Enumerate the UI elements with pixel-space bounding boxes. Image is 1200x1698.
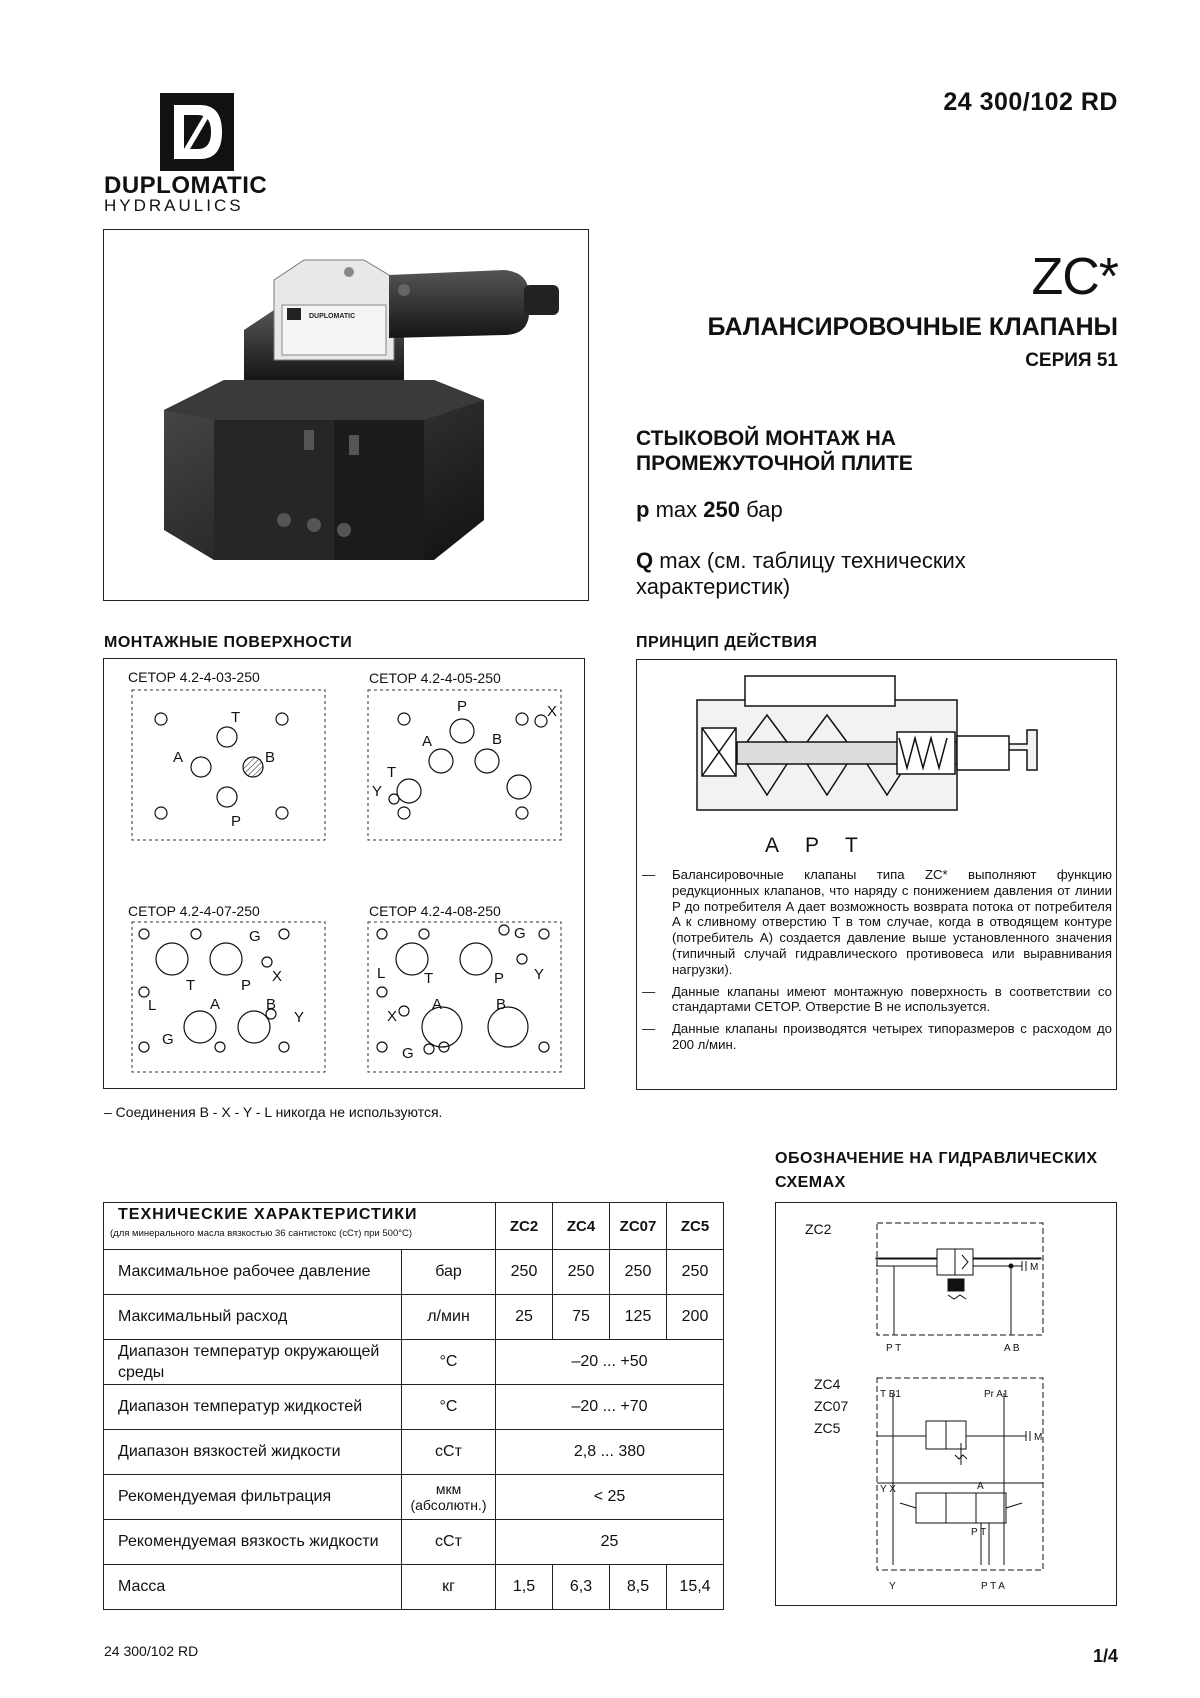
plate-label: DUPLOMATIC [309, 313, 356, 320]
table-row: Масса кг 1,5 6,3 8,5 15,4 [104, 1565, 724, 1610]
connections-note: – Соединения B - X - Y - L никогда не используются. [104, 1104, 443, 1120]
section-port-p: P [805, 834, 820, 857]
pmax-label: max [655, 497, 698, 522]
pmax-line [636, 497, 783, 523]
zc-large-bottom-y: Y [889, 1581, 896, 1592]
zc2-port-m: M [1030, 1262, 1039, 1273]
zc2-ports-pt: P T [886, 1343, 902, 1354]
cetop-03-pattern [155, 713, 288, 819]
col-header: ZC2 [496, 1203, 553, 1250]
port-g-07: G [249, 928, 261, 945]
port-t-08: T [424, 970, 434, 987]
cetop-03-label: CETOP 4.2-4-03-250 [128, 669, 260, 685]
zc5-label: ZC5 [814, 1420, 841, 1436]
port-x-07: X [272, 968, 283, 985]
port-l-08: L [377, 965, 386, 982]
port-a: A [173, 749, 184, 766]
hydraulic-symbols-panel [775, 1202, 1117, 1606]
zc2-label: ZC2 [805, 1221, 832, 1237]
page-number: 1/4 [1092, 1646, 1118, 1666]
zc-large-top-left: T B1 [880, 1389, 901, 1400]
pmax-unit: бар [746, 497, 783, 522]
port-l-07: L [148, 997, 157, 1014]
port-t-07: T [186, 977, 196, 994]
valve-illustration [104, 230, 588, 600]
port-g2-07: G [162, 1031, 174, 1048]
pmax-value: 250 [703, 497, 740, 522]
bullet-item: — Данные клапаны производятся четырех типоразмеров с расходом до 200 л/мин. [642, 1021, 1112, 1052]
port-p: P [231, 813, 242, 830]
port-y-07: Y [294, 1009, 305, 1026]
port-b-05: B [492, 731, 503, 748]
cetop-08-pattern [377, 925, 549, 1054]
table-row: Диапазон вязкостей жидкости сСт 2,8 ... 380 [104, 1430, 724, 1475]
cetop-05-pattern [389, 713, 547, 819]
product-series: СЕРИЯ 51 [1025, 350, 1118, 371]
port-p-05: P [457, 698, 468, 715]
document-code: 24 300/102 RD [943, 88, 1118, 116]
table-row: Максимальное рабочее давление бар 250 250 250 250 [104, 1250, 724, 1295]
cetop-drawings [104, 659, 584, 1088]
bullet-item: — Данные клапаны имеют монтажную поверхность в соответствии со стандартами CETOP. Отверстие B не используется. [642, 983, 1112, 1015]
port-p-08: P [494, 970, 505, 987]
qmax-line [636, 548, 1056, 600]
port-t-05: T [387, 764, 397, 781]
brand-division: HYDRAULICS [104, 196, 244, 215]
zc-large-symbol [877, 1378, 1043, 1570]
port-y-08: Y [534, 966, 545, 983]
section-port-t: T [845, 834, 858, 857]
zc-large-yx: Y X [880, 1484, 896, 1495]
mounting-surfaces-panel [103, 658, 585, 1089]
port-b-07: B [266, 996, 277, 1013]
hydraulic-schematics [776, 1203, 1116, 1605]
zc2-ports-ab: A B [1004, 1343, 1020, 1354]
port-g-08: G [514, 925, 526, 942]
port-g2-08: G [402, 1045, 414, 1062]
specs-title: ТЕХНИЧЕСКИЕ ХАРАКТЕРИСТИКИ [118, 1206, 418, 1223]
product-code: ZC* [1031, 248, 1118, 306]
col-header: ZC5 [667, 1203, 724, 1250]
section-port-a: A [765, 834, 780, 857]
cetop-08-label: CETOP 4.2-4-08-250 [369, 903, 501, 919]
port-p-07: P [241, 977, 252, 994]
port-a-08: A [432, 996, 443, 1013]
specs-subtitle: (для минерального масла вязкостью 36 сантистокс (сСт) при 500°С) [110, 1228, 413, 1239]
zc2-symbol [876, 1223, 1043, 1335]
cetop-07-label: CETOP 4.2-4-07-250 [128, 903, 260, 919]
cetop-05-label: CETOP 4.2-4-05-250 [369, 670, 501, 686]
logo-d-icon [160, 93, 234, 171]
brand-name: DUPLOMATIC [104, 172, 268, 199]
zc4-label: ZC4 [814, 1376, 841, 1392]
port-b-08: B [496, 996, 507, 1013]
col-header: ZC07 [610, 1203, 667, 1250]
hydraulic-symbols-heading: ОБОЗНАЧЕНИЕ НА ГИДРАВЛИЧЕСКИХ СХЕМАХ [775, 1150, 1098, 1191]
table-header-row [104, 1203, 724, 1250]
qmax-symbol: Q [636, 548, 654, 573]
table-row: Рекомендуемая фильтрация мкм (абсолютн.) < 25 [104, 1475, 724, 1520]
zc07-label: ZC07 [814, 1398, 849, 1414]
valve-section-drawing [637, 660, 1116, 870]
product-title: БАЛАНСИРОВОЧНЫЕ КЛАПАНЫ [707, 313, 1118, 341]
zc-large-port-m: M [1034, 1432, 1043, 1443]
principle-heading: ПРИНЦИП ДЕЙСТВИЯ [636, 634, 818, 651]
zc-large-bottom-pta: P T A [981, 1581, 1005, 1592]
zc-large-top-right: Pr A1 [984, 1389, 1009, 1400]
zc-large-a: A [977, 1481, 984, 1492]
bullet-item: — Балансировочные клапаны типа ZC* выполняют функцию редукционных клапанов, что наряду с понижением давления от линии P до потребителя A дает возможность возврата потока от потребителя A к сливному отверстию T в том случае, когда в отводящем контуре (потребитель A) создается давление выше установленного значения (типичный случай гидравлического противовеса или выравнивания нагрузки). [642, 867, 1112, 977]
table-row: Диапазон температур жидкостей °C –20 ... +70 [104, 1385, 724, 1430]
port-b: B [265, 749, 276, 766]
table-row: Максимальный расход л/мин 25 75 125 200 [104, 1295, 724, 1340]
table-row: Диапазон температур окружающей среды °C –20 ... +50 [104, 1340, 724, 1385]
mounting-surfaces-heading: МОНТАЖНЫЕ ПОВЕРХНОСТИ [104, 634, 353, 651]
specs-title-cell [104, 1203, 496, 1250]
mounting-type: СТЫКОВОЙ МОНТАЖ НА ПРОМЕЖУТОЧНОЙ ПЛИТЕ [636, 427, 913, 475]
specs-table [103, 1202, 724, 1610]
col-header: ZC4 [553, 1203, 610, 1250]
port-a-07: A [210, 996, 221, 1013]
footer-code: 24 300/102 RD [104, 1643, 199, 1659]
port-x-08: X [387, 1008, 398, 1025]
principle-bullets [642, 867, 1112, 1059]
port-t: T [231, 709, 241, 726]
product-photo [103, 229, 589, 601]
table-row: Рекомендуемая вязкость жидкости сСт 25 [104, 1520, 724, 1565]
port-x-05: X [547, 703, 558, 720]
port-a-05: A [422, 733, 433, 750]
port-y-05: Y [372, 783, 383, 800]
duplomatic-logo [160, 93, 234, 171]
zc-large-pt: P T [971, 1527, 987, 1538]
qmax-text: max (см. таблицу технических характеристик) [636, 548, 966, 599]
pmax-symbol: p [636, 497, 650, 522]
